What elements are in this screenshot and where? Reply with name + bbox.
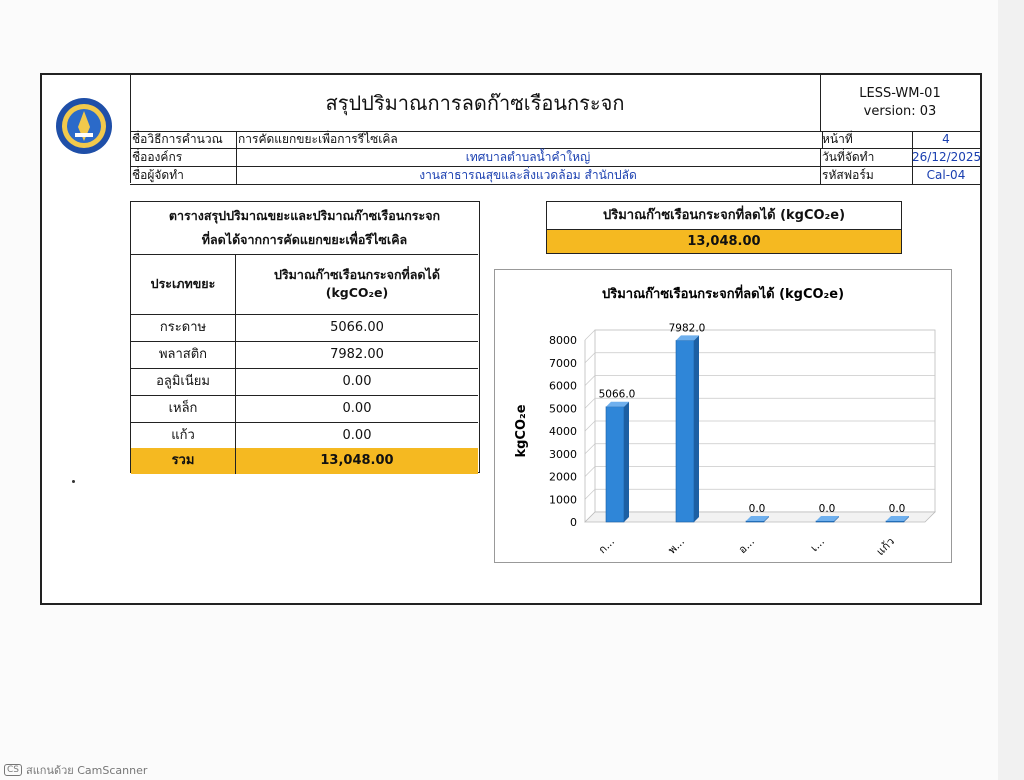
row-value: 0.00	[342, 374, 372, 389]
caption-line-1: ตารางสรุปปริมาณขยะและปริมาณก๊าซเรือนกระจก	[168, 208, 441, 223]
chart-svg	[495, 270, 951, 562]
y-tick-label: 1000	[549, 493, 577, 507]
bar-side	[624, 402, 629, 522]
data-label: 0.0	[888, 503, 906, 515]
form-label: รหัสฟอร์ม	[820, 167, 913, 184]
gridline-depth	[585, 489, 595, 499]
date-value: 26/12/2025	[912, 150, 982, 164]
meta-row-preparer	[130, 167, 980, 185]
x-tick-label: เ...	[807, 534, 828, 555]
method-value: การคัดแยกขยะเพื่อการรีไซเคิล	[236, 131, 823, 148]
x-tick-label: พ...	[665, 534, 688, 557]
gridline-depth	[585, 376, 595, 386]
form-value: Cal-04	[926, 168, 966, 182]
table-row	[131, 423, 478, 450]
col-header-amount	[236, 254, 478, 315]
preparer-label: ชื่อผู้จัดทำ	[132, 167, 237, 184]
gridline-depth	[585, 467, 595, 477]
gridline-depth	[585, 330, 595, 340]
row-type: แก้ว	[131, 423, 236, 449]
col-header-type: ประเภทขยะ	[131, 254, 236, 315]
bar	[746, 521, 764, 522]
camscanner-icon: CS	[4, 764, 22, 776]
reduction-bar-chart	[494, 269, 952, 563]
meta-row-org	[130, 149, 980, 167]
row-type: เหล็ก	[131, 396, 236, 422]
total-reduction-value: 13,048.00	[547, 230, 901, 253]
row-type: อลูมิเนียม	[131, 369, 236, 395]
preparer-value: งานสาธารณสุขและสิ่งแวดล้อม สำนักปลัด	[236, 167, 821, 184]
doc-version: version: 03	[863, 104, 937, 119]
y-tick-label: 2000	[549, 470, 577, 484]
y-tick-label: 4000	[549, 425, 577, 438]
row-type: กระดาษ	[131, 315, 236, 341]
x-tick-label: ก...	[595, 534, 618, 557]
y-tick-label: 0	[570, 516, 577, 529]
x-tick-label: อ...	[735, 534, 758, 557]
org-label: ชื่อองค์กร	[132, 149, 237, 166]
data-label: 5066.0	[598, 388, 636, 401]
page-value: 4	[942, 132, 950, 146]
total-value: 13,048.00	[320, 453, 394, 468]
report-title: สรุปปริมาณการลดก๊าซเรือนกระจก	[130, 75, 821, 132]
y-tick-label: 3000	[549, 447, 577, 461]
report-header	[42, 75, 980, 185]
table-row	[131, 396, 478, 423]
date-label: วันที่จัดทำ	[820, 149, 913, 166]
gridline-depth	[585, 353, 595, 363]
method-label: ชื่อวิธีการคำนวณ	[132, 131, 237, 148]
gridline-depth	[585, 421, 595, 431]
data-label: 0.0	[748, 503, 766, 515]
bar	[886, 521, 904, 522]
total-row	[131, 448, 478, 474]
summary-table-caption	[131, 202, 478, 255]
bar	[676, 340, 694, 522]
y-axis-label: kgCO₂e	[514, 404, 529, 458]
col-header-amount-line2: (kgCO₂e)	[325, 285, 389, 300]
summary-table	[130, 201, 480, 473]
y-tick-label: 5000	[549, 402, 577, 416]
row-value: 0.00	[342, 428, 372, 443]
table-row	[131, 342, 478, 369]
y-tick-label: 7000	[549, 356, 577, 370]
caption-line-2: ที่ลดได้จากการคัดแยกขยะเพื่อรีไซเคิล	[201, 232, 408, 247]
table-row	[131, 315, 478, 342]
scanner-watermark	[4, 761, 147, 779]
total-label: รวม	[131, 448, 236, 474]
org-value: เทศบาลตำบลน้ำคำใหญ่	[236, 149, 821, 166]
total-reduction-box	[546, 201, 902, 254]
x-tick-label: แก้ว	[873, 534, 898, 559]
row-value: 0.00	[342, 401, 372, 416]
page-label: หน้าที่	[820, 131, 913, 148]
data-label: 7982.0	[668, 322, 706, 335]
y-tick-label: 8000	[549, 334, 577, 347]
report-sheet	[40, 73, 982, 605]
doc-code: LESS-WM-01	[859, 86, 941, 101]
col-header-amount-line1: ปริมาณก๊าซเรือนกระจกที่ลดได้	[274, 267, 440, 282]
meta-row-method	[130, 131, 980, 149]
page-edge	[998, 0, 1024, 780]
data-label: 0.0	[818, 503, 836, 515]
scan-speck	[72, 480, 75, 483]
bar-side	[694, 335, 699, 522]
chart-title: ปริมาณก๊าซเรือนกระจกที่ลดได้ (kgCO₂e)	[601, 287, 845, 302]
row-value: 7982.00	[330, 347, 384, 362]
bar	[816, 521, 834, 522]
logo-cell	[42, 75, 131, 183]
gridline-depth	[585, 444, 595, 454]
gridline-depth	[585, 398, 595, 408]
table-row	[131, 369, 478, 396]
doc-code-cell	[820, 75, 980, 132]
y-tick-label: 6000	[549, 379, 577, 393]
bar	[606, 407, 624, 522]
watermark-text: สแกนด้วย CamScanner	[26, 764, 148, 777]
municipality-seal-icon	[55, 97, 113, 155]
row-value: 5066.00	[330, 320, 384, 335]
row-type: พลาสติก	[131, 342, 236, 368]
total-reduction-heading: ปริมาณก๊าซเรือนกระจกที่ลดได้ (kgCO₂e)	[547, 202, 901, 230]
